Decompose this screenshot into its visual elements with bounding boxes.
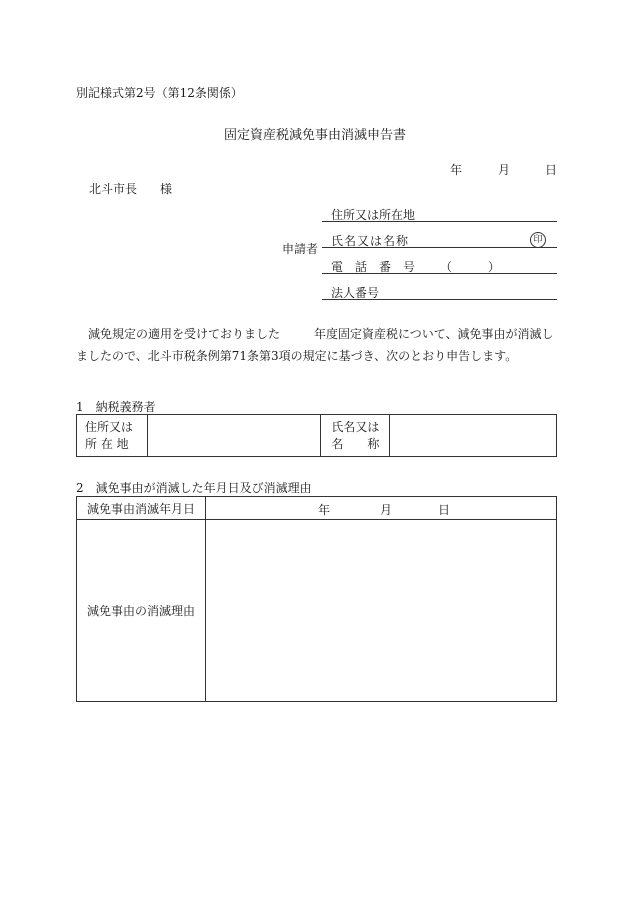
extinction-date-month: 月 [380, 503, 393, 517]
statement-part2: 年度固定資産税について、減免事由が消滅し [314, 327, 554, 341]
applicant-phone-parens: （ ） [440, 260, 501, 274]
addressee-honorific: 様 [160, 182, 173, 196]
taxpayer-name-label-cell [321, 415, 390, 457]
extinction-date-value[interactable] [206, 497, 557, 520]
extinction-date-day: 日 [438, 503, 451, 517]
taxpayer-address-value[interactable] [147, 415, 321, 457]
applicant-address-line[interactable] [322, 221, 557, 222]
taxpayer-name-label-2: 名 称 [331, 436, 380, 451]
taxpayer-address-label-2: 所 在 地 [85, 436, 129, 451]
date-day-label: 日 [545, 163, 558, 177]
taxpayer-name-value[interactable] [390, 415, 557, 457]
applicant-corp-number-label: 法人番号 [331, 286, 380, 300]
form-number: 別記様式第2号（第12条関係） [76, 86, 243, 100]
applicant-phone-line[interactable] [322, 273, 557, 274]
extinction-date-year: 年 [318, 503, 331, 517]
statement-part1: 減免規定の適用を受けておりました [88, 327, 281, 341]
applicant-name-label: 氏名又は名称 [331, 234, 410, 248]
applicant-label: 申請者 [282, 242, 319, 256]
statement-paragraph [76, 323, 558, 345]
reason-table [76, 496, 557, 702]
seal-mark: 印 [530, 232, 546, 248]
document-title: 固定資産税減免事由消滅申告書 [223, 128, 406, 143]
section1-heading: 1 納税義務者 [76, 400, 156, 414]
applicant-corp-number-line[interactable] [322, 299, 557, 300]
taxpayer-address-label-cell [77, 415, 148, 457]
applicant-address-label: 住所又は所在地 [331, 208, 416, 222]
taxpayer-address-label-1: 住所又は [85, 419, 134, 434]
taxpayer-table [76, 414, 557, 457]
applicant-phone-label: 電 話 番 号 [331, 260, 416, 274]
statement-line2: ましたので、北斗市税条例第71条第3項の規定に基づき、次のとおり申告します。 [76, 349, 518, 363]
section2-heading: 2 減免事由が消滅した年月日及び消滅理由 [76, 481, 312, 495]
date-year-label: 年 [450, 163, 463, 177]
applicant-name-line[interactable] [322, 247, 557, 248]
date-month-label: 月 [498, 163, 511, 177]
extinction-date-label: 減免事由消滅年月日 [77, 497, 206, 520]
addressee-name: 北斗市長 [89, 182, 138, 196]
extinction-reason-label: 減免事由の消滅理由 [77, 520, 206, 702]
taxpayer-name-label-1: 氏名又は [331, 419, 380, 434]
extinction-reason-value[interactable] [206, 520, 557, 702]
